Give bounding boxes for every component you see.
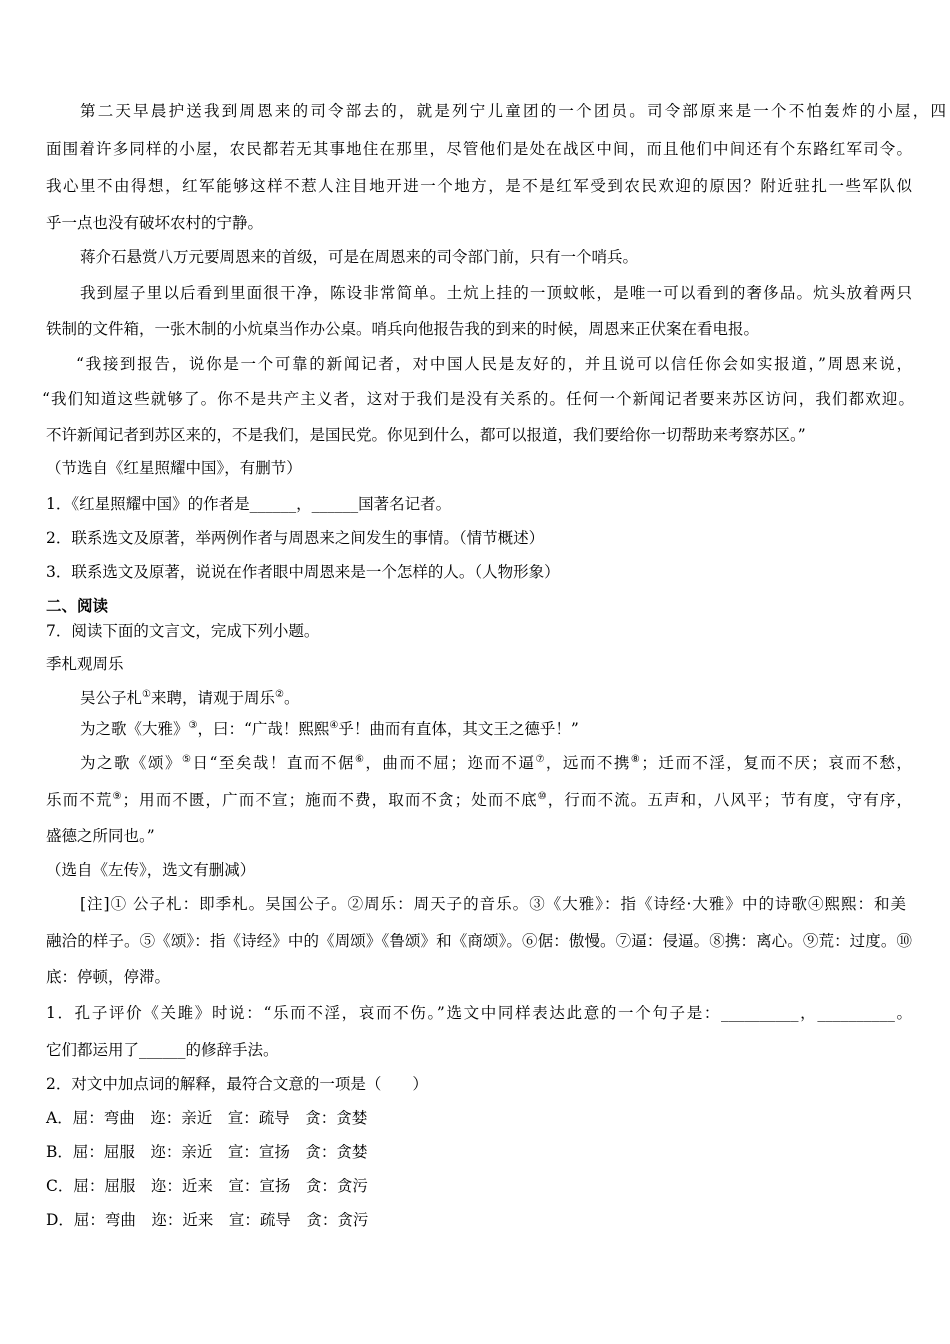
question-3: 3．联系选文及原著，说说在作者眼中周恩来是一个怎样的人。（人物形象）: [46, 563, 560, 581]
question-1: 1．《红星照耀中国》的作者是______，______国著名记者。: [46, 495, 452, 513]
classical-para-3-line-3: 盛德之所同也。”: [46, 827, 155, 845]
notes-line-3: 底：停顿，停滞。: [46, 968, 171, 986]
note-ref-4: ④: [329, 719, 339, 731]
passage1-line-2: 面围着许多同样的小屋，农民都若无其事地住在那里，尽管他们是处在战区中间，而且他们中间还有个东路红军司令。: [46, 140, 912, 158]
note-ref-7: ⑦: [535, 753, 546, 765]
note-ref-8: ⑧: [630, 753, 642, 765]
passage1-line-9: “我们知道这些就够了。你不是共产主义者，这对于我们是没有关系的。任何一个新闻记者要来苏区访问，我们都欢迎。: [42, 390, 914, 408]
passage1-line-1: 第二天早晨护送我到周恩来的司令部去的，就是列宁儿童团的一个团员。司令部原来是一个不怕轰炸的小屋，四: [80, 102, 946, 120]
passage1-line-5: 蒋介石悬赏八万元要周恩来的首级，可是在周恩来的司令部门前，只有一个哨兵。: [80, 248, 639, 266]
question-2: 2．联系选文及原著，举两例作者与周恩来之间发生的事情。（情节概述）: [46, 529, 545, 547]
option-a: A．屈：弯曲 迩：亲近 宣：疏导 贪：贪婪: [46, 1109, 368, 1127]
classical-para-1: 吴公子札①来聘，请观于周乐②。: [80, 688, 300, 707]
classical-para-3-line-1: 为之歌《颂》⑤日“至矣哉！直而不倨⑥，曲而不屈；迩而不逼⑦，远而不携⑧；迁而不淫，复而不厌；哀而不愁，: [80, 753, 912, 772]
subquestion-2: 2．对文中加点词的解释，最符合文意的一项是（ ）: [46, 1075, 428, 1093]
note-ref-3: ③: [188, 719, 198, 731]
notes-line-2: 融洽的样子。⑤《颂》：指《诗经》中的《周颂》《鲁颂》和《商颂》。⑥倨：傲慢。⑦逼：侵逼。⑧携：离心。⑨荒：过度。⑩: [46, 932, 912, 950]
passage1-line-7: 铁制的文件箱，一张木制的小炕桌当作办公桌。哨兵向他报告我的到来的时候，周恩来正伏案在看电报。: [46, 320, 760, 338]
passage1-line-4: 乎一点也没有破坏农村的宁静。: [46, 214, 264, 232]
note-ref-10: ⑩: [537, 790, 548, 802]
subquestion-1-line-1: 1．孔子评价《关雎》时说：“乐而不淫，哀而不伤。”选文中同样表达此意的一个句子是：__________，__________。: [46, 1004, 912, 1022]
passage1-source: （节选自《红星照耀中国》，有删节）: [46, 459, 302, 477]
classical-source: （选自《左传》，选文有删减）: [46, 861, 256, 879]
notes-line-1: [注]① 公子札：即季札。吴国公子。②周乐：周天子的音乐。③《大雅》：指《诗经·大雅》中的诗歌④熙熙：和美: [80, 895, 906, 913]
classical-text-title: 季札观周乐: [46, 655, 124, 673]
question-7: 7．阅读下面的文言文，完成下列小题。: [46, 622, 320, 640]
note-ref-1: ①: [142, 688, 151, 700]
subquestion-1-line-2: 它们都运用了______的修辞手法。: [46, 1041, 279, 1059]
section-heading: 二、阅读: [46, 597, 109, 615]
option-c: C．屈：屈服 迩：近来 宣：宣扬 贪：贪污: [46, 1177, 368, 1195]
classical-para-3-line-2: 乐而不荒⑨；用而不匮，广而不宣；施而不费，取而不贪；处而不底⑩，行而不流。五声和，八风平；节有度，守有序，: [46, 790, 912, 809]
classical-para-2: 为之歌《大雅》③，曰：“广哉！熙熙④乎！曲而有直体，其文王之德乎！”: [80, 719, 579, 738]
note-ref-2: ②: [275, 688, 284, 700]
passage1-line-6: 我到屋子里以后看到里面很干净，陈设非常简单。土炕上挂的一顶蚊帐，是唯一可以看到的奢侈品。炕头放着两只: [80, 284, 912, 302]
passage1-line-10: 不许新闻记者到苏区来的，不是我们，是国民党。你见到什么，都可以报道，我们要给你一切帮助来考察苏区。”: [46, 426, 806, 444]
note-ref-5: ⑤: [182, 753, 193, 765]
option-b: B．屈：屈服 迩：亲近 宣：宣扬 贪：贪婪: [46, 1143, 368, 1161]
note-ref-6: ⑥: [354, 753, 366, 765]
passage1-line-8: “我接到报告，说你是一个可靠的新闻记者，对中国人民是友好的，并且说可以信任你会如实报道，”周恩来说，: [76, 355, 912, 373]
option-d: D．屈：弯曲 迩：近来 宣：疏导 贪：贪污: [46, 1211, 369, 1229]
note-ref-9: ⑨: [112, 790, 123, 802]
passage1-line-3: 我心里不由得想，红军能够这样不惹人注目地开进一个地方，是不是红军受到农民欢迎的原因？附近驻扎一些军队似: [46, 177, 912, 195]
